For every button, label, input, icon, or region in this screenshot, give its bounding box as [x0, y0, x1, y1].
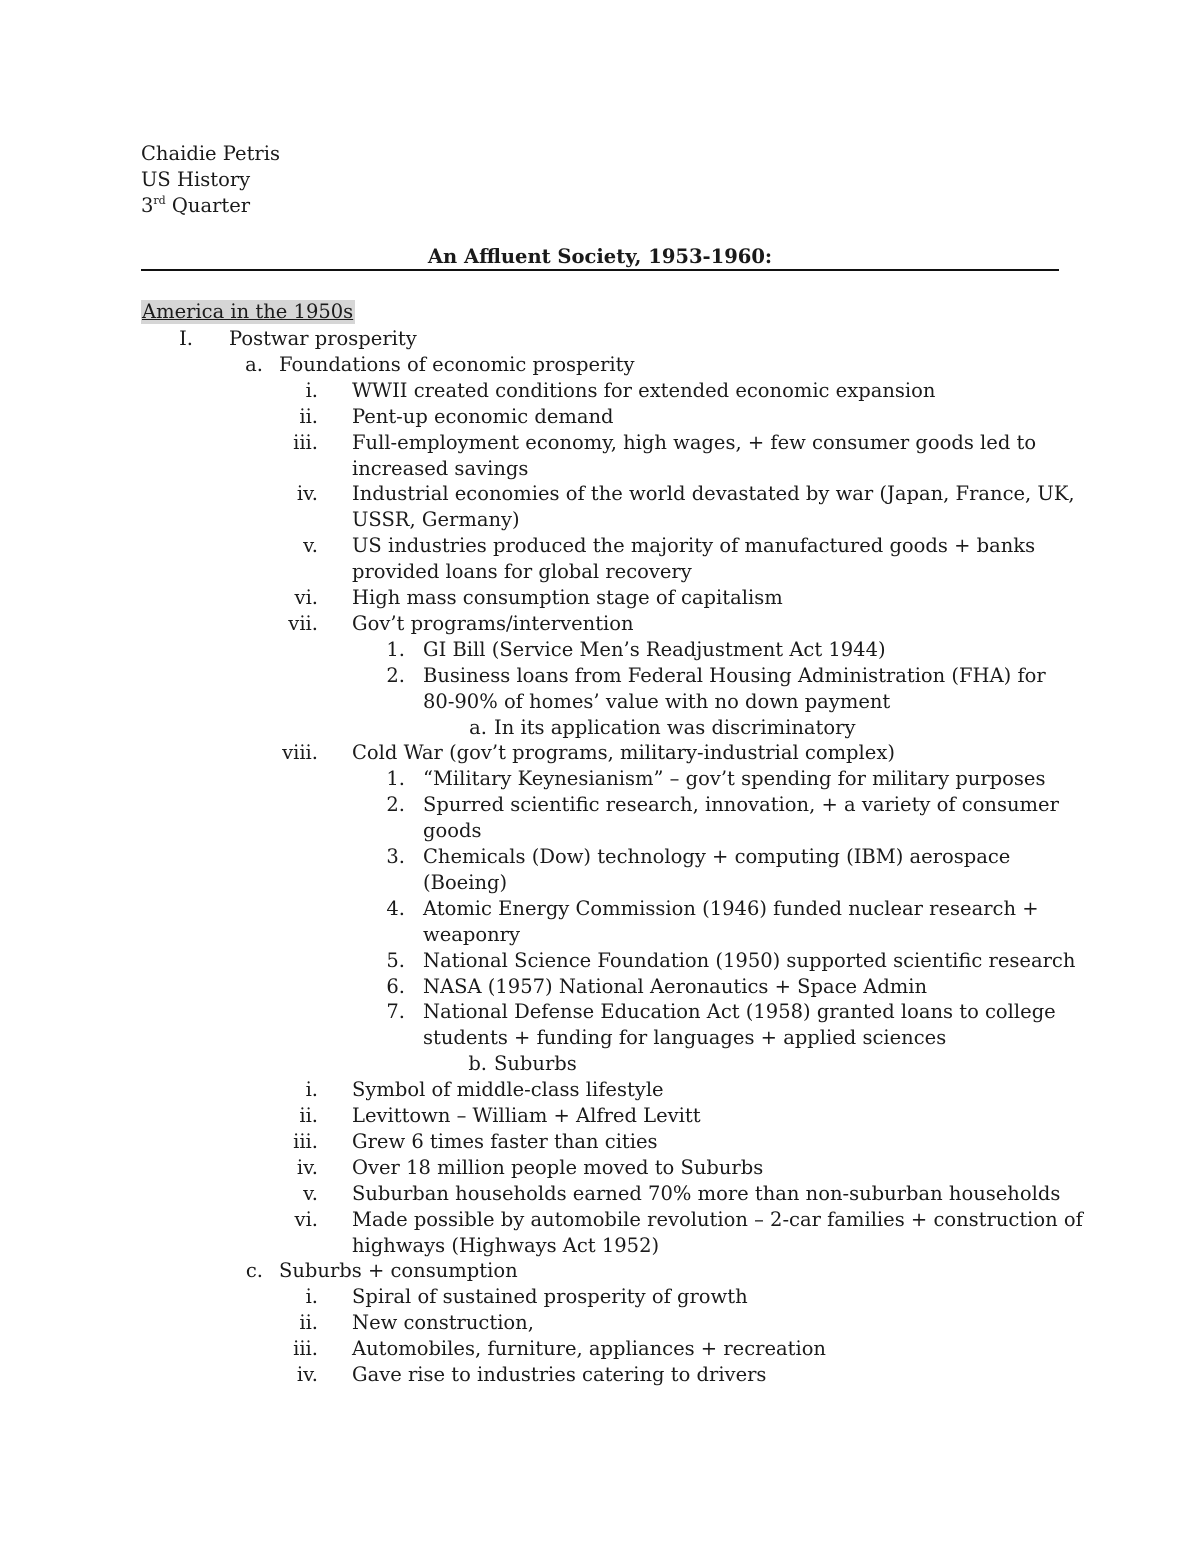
- outline-item-text: US industries produced the majority of manufactured goods + banks: [352, 534, 1036, 558]
- outline-item-text: Suburban households earned 70% more than non-suburban households: [352, 1181, 1061, 1205]
- page-title: An Affluent Society, 1953-1960:: [427, 245, 773, 268]
- outline-item-text: Gave rise to industries catering to drivers: [352, 1363, 767, 1386]
- outline-item-text: Full-employment economy, high wages, + few consumer goods led to: [352, 430, 1037, 454]
- outline-item-text: High mass consumption stage of capitalism: [352, 586, 783, 609]
- outline-item-text: Over 18 million people moved to Suburbs: [352, 1155, 764, 1179]
- outline-item-text: goods: [423, 819, 482, 843]
- section-heading: America in the 1950s: [142, 300, 354, 323]
- outline-marker: iii.: [293, 1129, 318, 1153]
- outline-marker: ii.: [299, 404, 318, 428]
- outline-item-text: New construction,: [352, 1311, 534, 1335]
- outline-marker: b.: [468, 1052, 487, 1076]
- outline-item-text: Suburbs: [494, 1052, 577, 1076]
- outline-marker: 6.: [386, 974, 405, 998]
- outline-item-text: 80-90% of homes’ value with no down payment: [423, 689, 891, 713]
- outline-marker: 2.: [386, 663, 405, 687]
- outline-item-text: National Defense Education Act (1958) granted loans to college: [423, 1000, 1056, 1024]
- outline-marker: vi.: [294, 586, 318, 609]
- outline-marker: 1.: [386, 767, 405, 791]
- outline-item-text: Chemicals (Dow) technology + computing (IBM) aerospace: [423, 845, 1011, 868]
- outline-marker: iv.: [296, 1363, 318, 1386]
- outline-item-text: increased savings: [352, 456, 529, 480]
- outline-item-text: weaponry: [423, 922, 520, 946]
- outline-marker: a.: [469, 715, 487, 739]
- outline-marker: iii.: [293, 1337, 318, 1361]
- outline-item-text: Gov’t programs/intervention: [352, 611, 634, 635]
- outline-item-text: students + funding for languages + applied sciences: [423, 1026, 947, 1050]
- outline-item-text: Spiral of sustained prosperity of growth: [352, 1285, 748, 1309]
- quarter-number: 3: [141, 194, 154, 217]
- outline-marker: 4.: [386, 896, 405, 920]
- outline-item-text: Automobiles, furniture, appliances + recreation: [352, 1337, 826, 1361]
- outline-marker: v.: [303, 1181, 318, 1205]
- outline-marker: vii.: [288, 611, 318, 635]
- outline-item-text: WWII created conditions for extended economic expansion: [352, 378, 936, 402]
- outline-item-text: Made possible by automobile revolution – 2-car families + construction of: [352, 1207, 1083, 1231]
- outline-item-text: Business loans from Federal Housing Administration (FHA) for: [423, 663, 1046, 687]
- outline-marker: 7.: [386, 1000, 405, 1024]
- outline-item-text: Pent-up economic demand: [352, 404, 614, 428]
- quarter-line: [141, 193, 250, 219]
- outline-marker: 1.: [386, 637, 405, 661]
- outline-item-text: NASA (1957) National Aeronautics + Space Admin: [423, 974, 928, 998]
- outline-item-text: In its application was discriminatory: [494, 715, 856, 739]
- outline-marker: v.: [303, 534, 318, 558]
- outline-marker: 5.: [386, 948, 405, 972]
- outline-item-text: Symbol of middle-class lifestyle: [352, 1078, 664, 1102]
- outline-marker: i.: [305, 378, 318, 402]
- outline-marker: ii.: [299, 1104, 318, 1127]
- outline-item-text: “Military Keynesianism” – gov’t spending for military purposes: [423, 767, 1046, 791]
- outline-item-text: National Science Foundation (1950) supported scientific research: [423, 948, 1076, 972]
- outline-item-text: (Boeing): [423, 870, 508, 894]
- outline-item-text: Postwar prosperity: [229, 327, 417, 350]
- outline-marker: vi.: [294, 1207, 318, 1231]
- outline-marker: iii.: [293, 430, 318, 454]
- quarter-ordinal-suffix: rd: [153, 194, 166, 207]
- outline-item-text: highways (Highways Act 1952): [352, 1233, 660, 1257]
- outline-marker: i.: [305, 1078, 318, 1102]
- outline-item-text: Suburbs + consumption: [279, 1259, 518, 1283]
- outline-item-text: USSR, Germany): [352, 508, 520, 532]
- outline-marker: I.: [179, 327, 193, 350]
- outline-marker: viii.: [282, 741, 318, 765]
- outline-marker: i.: [305, 1285, 318, 1309]
- outline-item-text: Industrial economies of the world devastated by war (Japan, France, UK,: [352, 482, 1075, 506]
- outline-item-text: GI Bill (Service Men’s Readjustment Act 1944): [423, 637, 886, 661]
- outline-marker: ii.: [299, 1311, 318, 1335]
- outline-item-text: Grew 6 times faster than cities: [352, 1129, 658, 1153]
- outline-item-text: Cold War (gov’t programs, military-industrial complex): [352, 741, 895, 765]
- outline-marker: c.: [245, 1259, 263, 1283]
- outline-item-text: Foundations of economic prosperity: [279, 352, 635, 376]
- title-divider: [141, 269, 1059, 271]
- outline-item-text: Levittown – William + Alfred Levitt: [352, 1104, 701, 1127]
- outline-marker: iv.: [296, 1155, 318, 1179]
- outline-marker: a.: [245, 352, 263, 376]
- outline-item-text: provided loans for global recovery: [352, 560, 692, 584]
- outline-marker: 3.: [386, 845, 405, 868]
- outline-item-text: Atomic Energy Commission (1946) funded nuclear research +: [423, 896, 1039, 920]
- outline-marker: iv.: [296, 482, 318, 506]
- quarter-label: Quarter: [165, 194, 251, 217]
- outline-item-text: Spurred scientific research, innovation, + a variety of consumer: [423, 793, 1059, 817]
- author-name: Chaidie Petris: [141, 142, 280, 165]
- course-name: US History: [141, 168, 251, 191]
- outline-marker: 2.: [386, 793, 405, 817]
